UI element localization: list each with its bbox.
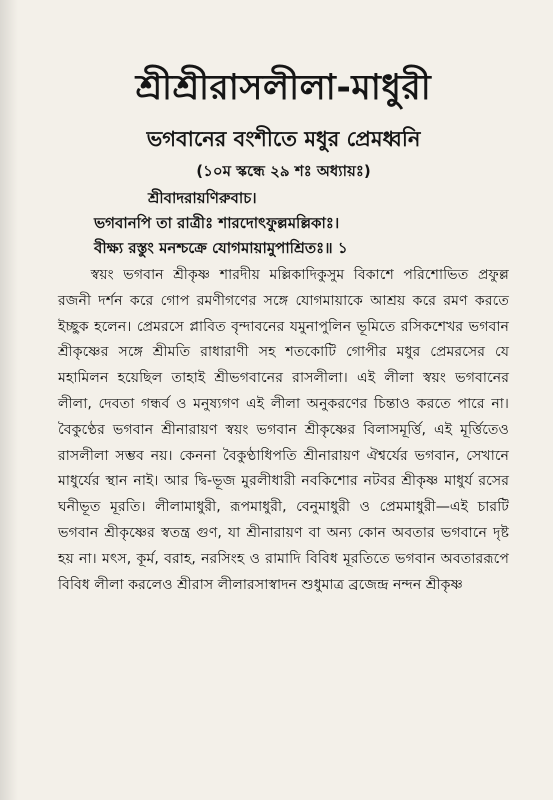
page-title: শ্রীশ্রীরাসলীলা-মাধুরী — [135, 68, 432, 108]
verse-speaker: শ্রীবাদরায়ণিরুবাচ। — [148, 189, 257, 207]
sanskrit-verse — [58, 186, 509, 261]
chapter-subtitle: ভগবানের বংশীতে মধুর প্রেমধ্বনি — [146, 127, 421, 151]
chapter-reference: (১০ম স্কন্ধে ২৯ শঃ অধ্যায়ঃ) — [196, 162, 371, 180]
verse-line-2: বীক্ষ্য রস্তুং মনশ্চক্রে যোগমায়ামুপাশ্রিতঃ॥ ১ — [94, 239, 348, 257]
body-paragraph: স্বয়ং ভগবান শ্রীকৃষ্ণ শারদীয় মল্লিকাদিকুসুম বিকাশে পরিশোভিত প্রফুল্ল রজনী দর্শন করে গোপ রমণীগণের সঙ্গে যোগমায়াকে আশ্রয় করে রমণ করতে ইচ্ছুক হলেন। প্রেমরসে প্লাবিত বৃন্দাবনের যমুনাপুলিন ভূমিতে রসিকশেখর ভগবান শ্রীকৃষ্ণের সঙ্গে শ্রীমতি রাধারাণী সহ শতকোটি গোপীর মধুর প্রেমরসের যে মহামিলন হয়েছিল তাহাই শ্রীভগবানের রাসলীলা। এই লীলা স্বয়ং ভগবানের লীলা, দেবতা গন্ধর্ব ও মনুষ্যগণ এই লীলা অনুকরণের চিন্তাও করতে পারে না। বৈকুণ্ঠের ভগবান শ্রীনারায়ণ স্বয়ং ভগবান শ্রীকৃষ্ণের বিলাসমূর্ত্তি, এই মূর্ত্তিতেও রাসলীলা সম্ভব নয়। কেননা বৈকুণ্ঠাধিপতি শ্রীনারায়ণ ঐশ্বর্যের ভগবান, সেখানে মাধুর্যের স্থান নাই। আর দ্বি-ভূজ মুরলীধারী নবকিশোর নটবর শ্রীকৃষ্ণ মাধুর্য রসের ঘনীভূত মূরতি। লীলামাধুরী, রূপমাধুরী, বেনুমাধুরী ও প্রেমমাধুরী—এই চারটি ভগবান শ্রীকৃষ্ণের স্বতন্ত্র গুণ, যা শ্রীনারায়ণ বা অন্য কোন অবতার ভগবানে দৃষ্ট হয় না। মৎস, কূর্ম, বরাহ, নরসিংহ ও রামাদি বিবিধ মূরতিতে ভগবান অবতাররূপে বিবিধ লীলা করলেও শ্রীরাস লীলারসাস্বাদন শুধুমাত্র ব্রজেন্দ্র নন্দন শ্রীকৃষ্ণ — [58, 267, 509, 593]
verse-line-1: ভগবানপি তা রাত্রীঃ শারদোৎফুল্লমল্লিকাঃ। — [94, 214, 340, 232]
